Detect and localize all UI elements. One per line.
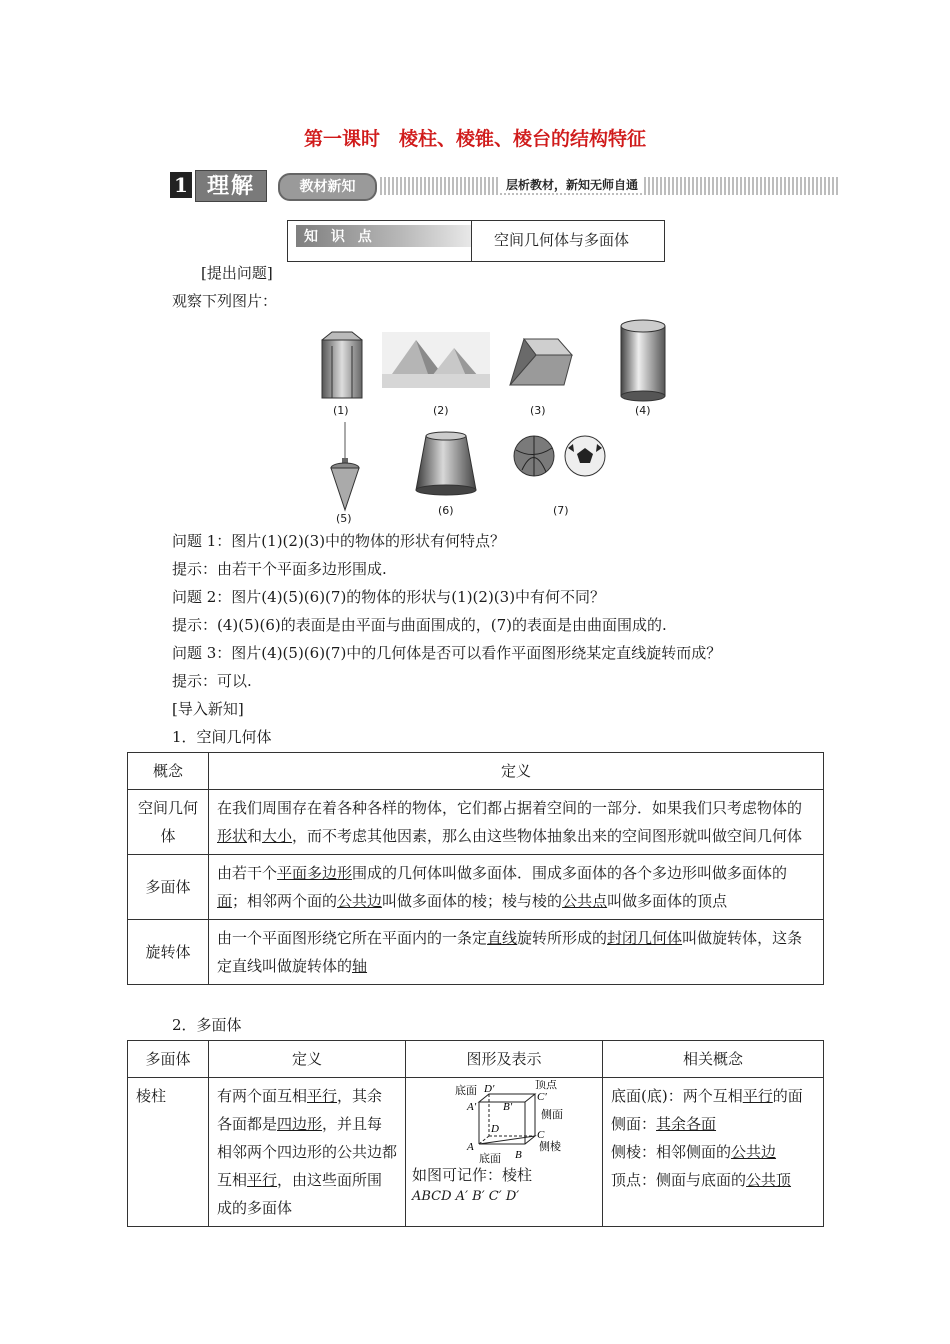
table1-row-name: 旋转体 xyxy=(128,920,209,985)
table1-header-definition: 定义 xyxy=(209,753,824,790)
cylinder-image xyxy=(618,318,668,402)
section-banner xyxy=(170,170,840,202)
underlined-term: 直线 xyxy=(487,929,518,947)
svg-text:C′: C′ xyxy=(537,1091,547,1103)
text-run: 在我们周围存在着各种各样的物体，它们都占据着空间的一部分．如果我们只考虑物体的 xyxy=(217,799,803,817)
hint-3: 提示：可以. xyxy=(172,672,252,690)
underlined-term: 大小 xyxy=(262,827,293,845)
text-run: 旋转所形成的 xyxy=(517,929,608,947)
label-side-face: 侧面 xyxy=(541,1109,563,1121)
underlined-term: 平面多边形 xyxy=(277,864,353,882)
text-run: ，而不考虑其他因素，那么由这些物体抽象出来的空间图形就叫做空间几何体 xyxy=(292,827,803,845)
knowledge-box xyxy=(287,220,665,262)
underlined-term: 平行 xyxy=(307,1087,338,1105)
text-run: 叫做多面体的棱；棱与棱的 xyxy=(382,892,563,910)
svg-text:A′: A′ xyxy=(467,1101,477,1113)
prism-definition xyxy=(209,1078,406,1227)
underlined-term: 轴 xyxy=(352,957,368,975)
svg-text:B: B xyxy=(515,1149,522,1161)
table1-row-name: 多面体 xyxy=(128,855,209,920)
prism-notation: ABCD A′ B′ C′ D′ xyxy=(412,1189,520,1204)
text-run: 底面(底)：两个互相 xyxy=(611,1087,743,1105)
pyramids-photo xyxy=(382,332,490,388)
banner-tag: 教材新知 xyxy=(278,173,377,201)
svg-text:B′: B′ xyxy=(503,1101,513,1113)
table2-header-figure: 图形及表示 xyxy=(406,1041,603,1078)
text-run: 侧面： xyxy=(611,1115,657,1133)
underlined-term: 四边形 xyxy=(277,1115,323,1133)
banner-number: 1 xyxy=(170,172,192,198)
text-run: ，其余各面都是 xyxy=(217,1087,383,1133)
caption-6: (6) xyxy=(438,504,454,517)
caption-2: (2) xyxy=(433,404,449,417)
section-2-heading: 2．多面体 xyxy=(172,1016,242,1034)
concept-lateral-edge xyxy=(611,1138,815,1166)
underlined-term: 平行 xyxy=(247,1171,278,1189)
text-run: 由若干个 xyxy=(217,864,278,882)
pose-question-label: [提出问题] xyxy=(201,264,273,282)
label-top-base: 底面 xyxy=(455,1085,477,1097)
table2-header-definition: 定义 xyxy=(209,1041,406,1078)
balls-image xyxy=(512,434,608,478)
table1-row-name: 空间几何体 xyxy=(128,790,209,855)
table1-header-concept: 概念 xyxy=(128,753,209,790)
banner-motto: 层析教材，新知无师自通 xyxy=(500,176,644,193)
text-run: 的面 xyxy=(772,1087,803,1105)
table1-row-definition xyxy=(209,790,824,855)
svg-text:C: C xyxy=(537,1129,545,1141)
banner-heading: 理解 xyxy=(195,170,267,202)
question-3: 问题 3：图片(4)(5)(6)(7)中的几何体是否可以看作平面图形绕某定直线旋转而成？ xyxy=(172,644,722,662)
concept-base xyxy=(611,1082,815,1110)
intro-label: [导入新知] xyxy=(172,700,244,718)
section-1-heading: 1．空间几何体 xyxy=(172,728,272,746)
underlined-term: 公共点 xyxy=(562,892,608,910)
svg-text:D: D xyxy=(491,1123,499,1135)
prism-diagram xyxy=(439,1080,569,1164)
polyhedron-table xyxy=(127,1040,824,1227)
knowledge-tag: 知 识 点 xyxy=(296,225,471,247)
plumb-bob-image xyxy=(328,422,362,512)
table1-row-definition xyxy=(209,855,824,920)
frustum-block-image xyxy=(506,335,574,389)
svg-text:A: A xyxy=(467,1141,474,1153)
question-2: 问题 2：图片(4)(5)(6)(7)的物体的形状与(1)(2)(3)中有何不同？ xyxy=(172,588,606,606)
underlined-term: 公共顶 xyxy=(746,1171,792,1189)
observe-text: 观察下列图片： xyxy=(172,292,278,310)
text-run: 叫做旋转体，这条定直线叫做旋转体的 xyxy=(217,929,803,975)
table2-header-polyhedron: 多面体 xyxy=(128,1041,209,1078)
space-geometry-table xyxy=(127,752,824,985)
underlined-term: 公共边 xyxy=(731,1143,777,1161)
truncated-cone-image xyxy=(412,430,480,498)
question-1: 问题 1：图片(1)(2)(3)中的物体的形状有何特点？ xyxy=(172,532,506,550)
hexagonal-prism-image xyxy=(318,330,366,402)
caption-1: (1) xyxy=(333,404,349,417)
text-run: ；相邻两个面的 xyxy=(232,892,338,910)
label-vertex: 顶点 xyxy=(535,1080,557,1091)
underlined-term: 面 xyxy=(217,892,233,910)
caption-3: (3) xyxy=(530,404,546,417)
underlined-term: 形状 xyxy=(217,827,248,845)
concept-vertex xyxy=(611,1166,815,1194)
knowledge-title: 空间几何体与多面体 xyxy=(494,231,630,249)
prism-figure-cell xyxy=(406,1078,603,1227)
text-run: ，并且每相邻两个四边形的公共边都互相 xyxy=(217,1115,398,1189)
underlined-term: 其余各面 xyxy=(656,1115,717,1133)
text-run: 有两个面互相 xyxy=(217,1087,308,1105)
caption-5: (5) xyxy=(336,512,352,525)
caption-4: (4) xyxy=(635,404,651,417)
table2-row-name: 棱柱 xyxy=(128,1078,209,1227)
text-run: 侧棱：相邻侧面的 xyxy=(611,1143,732,1161)
label-bottom-base: 底面 xyxy=(479,1153,501,1164)
caption-7: (7) xyxy=(553,504,569,517)
underlined-term: 封闭几何体 xyxy=(607,929,683,947)
text-run: 叫做多面体的顶点 xyxy=(607,892,728,910)
text-run: 和 xyxy=(247,827,263,845)
label-lateral-edge: 侧棱 xyxy=(539,1141,561,1153)
prism-concepts xyxy=(603,1078,824,1227)
prism-notation-label: 如图可记作：棱柱 xyxy=(412,1166,533,1184)
underlined-term: 公共边 xyxy=(337,892,383,910)
underlined-term: 平行 xyxy=(742,1087,773,1105)
text-run: ，由这些面所围成的多面体 xyxy=(217,1171,383,1217)
table2-header-concepts: 相关概念 xyxy=(603,1041,824,1078)
text-run: 顶点：侧面与底面的 xyxy=(611,1171,747,1189)
text-run: 由一个平面图形绕它所在平面内的一条定 xyxy=(217,929,488,947)
hint-1: 提示：由若干个平面多边形围成. xyxy=(172,560,387,578)
svg-text:D′: D′ xyxy=(484,1083,495,1095)
text-run: 围成的几何体叫做多面体．围成多面体的各个多边形叫做多面体的 xyxy=(352,864,788,882)
table1-row-definition xyxy=(209,920,824,985)
page-title: 第一课时 棱柱、棱锥、棱台的结构特征 xyxy=(303,128,646,150)
concept-side-face xyxy=(611,1110,815,1138)
hint-2: 提示：(4)(5)(6)的表面是由平面与曲面围成的，(7)的表面是由曲面围成的. xyxy=(172,616,667,634)
